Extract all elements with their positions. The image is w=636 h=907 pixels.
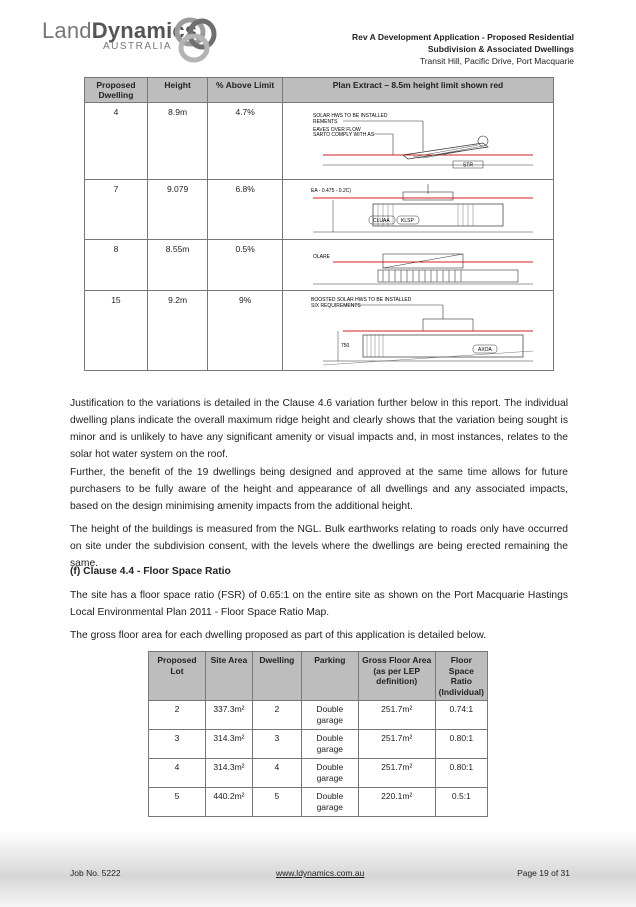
height-cell: 8.9m xyxy=(147,103,207,180)
page-header xyxy=(0,0,636,75)
parking-cell: Double garage xyxy=(301,759,358,788)
table-row xyxy=(85,103,554,180)
plan-extract-cell xyxy=(283,291,554,371)
table-row xyxy=(85,180,554,240)
dwelling-cell: 4 xyxy=(85,103,148,180)
fsr-cell: 0.74:1 xyxy=(435,701,487,730)
table-row xyxy=(149,759,488,788)
job-number: Job No. 5222 xyxy=(70,868,121,878)
document-title-block xyxy=(352,31,574,67)
site-area-cell: 314.3m² xyxy=(205,759,252,788)
table-row xyxy=(149,701,488,730)
plan-label: EA - 0.475 - 0.2C) xyxy=(311,188,352,194)
parking-cell: Double garage xyxy=(301,788,358,817)
lot-cell: 5 xyxy=(149,788,206,817)
company-logo-text: LandDynamics xyxy=(42,18,198,43)
fsr-cell: 0.80:1 xyxy=(435,730,487,759)
page-number: Page 19 of 31 xyxy=(517,868,570,878)
plan-label: REMENTS xyxy=(313,119,338,125)
column-header: Plan Extract – 8.5m height limit shown red xyxy=(283,78,554,103)
gfa-cell: 251.7m² xyxy=(358,730,435,759)
gfa-cell: 251.7m² xyxy=(358,759,435,788)
gfa-cell: 251.7m² xyxy=(358,701,435,730)
gfa-cell: 220.1m² xyxy=(358,788,435,817)
lot-cell: 4 xyxy=(149,759,206,788)
table-header-row xyxy=(85,78,554,103)
plan-extract-drawing xyxy=(283,103,553,179)
height-cell: 8.55m xyxy=(147,240,207,291)
plan-extract-drawing xyxy=(283,291,553,370)
dwelling-cell: 5 xyxy=(252,788,301,817)
company-logo-subtitle: AUSTRALIA xyxy=(103,41,173,52)
column-header: Parking xyxy=(301,652,358,701)
plan-extract-drawing xyxy=(283,180,553,239)
dwelling-cell: 15 xyxy=(85,291,148,371)
plan-label: SIX REQUIREMENTS xyxy=(311,303,361,309)
dwelling-cell: 2 xyxy=(252,701,301,730)
section-heading: (f) Clause 4.4 - Floor Space Ratio xyxy=(70,566,231,577)
site-area-cell: 440.2m² xyxy=(205,788,252,817)
dwelling-cell: 7 xyxy=(85,180,148,240)
table-row xyxy=(149,788,488,817)
plan-extract-cell xyxy=(283,180,554,240)
table-row xyxy=(85,291,554,371)
plan-label: SOLAR HWS TO BE INSTALLED xyxy=(313,113,388,119)
parking-cell: Double garage xyxy=(301,701,358,730)
column-header: Floor Space Ratio (Individual) xyxy=(435,652,487,701)
parking-cell: Double garage xyxy=(301,730,358,759)
percent-cell: 0.5% xyxy=(208,240,283,291)
doc-title-line1: Rev A Development Application - Proposed Residential xyxy=(352,32,574,42)
lot-cell: 3 xyxy=(149,730,206,759)
column-header: Gross Floor Area (as per LEP definition) xyxy=(358,652,435,701)
table-row xyxy=(149,730,488,759)
plan-label: SARTO COMPLY WITH AS xyxy=(313,132,375,138)
gfa-intro-paragraph: The gross floor area for each dwelling proposed as part of this application is detailed below. xyxy=(70,630,487,641)
floor-space-ratio-table xyxy=(148,651,488,817)
height-cell: 9.2m xyxy=(147,291,207,371)
dwelling-cell: 8 xyxy=(85,240,148,291)
plan-label: AXOA xyxy=(478,347,492,353)
benefit-paragraph: Further, the benefit of the 19 dwellings being designed and approved at the same time allows for future purchasers to be fully aware of the height and appearance of all dwellings and any associated impacts, based on the design minimising amenity impacts from the additional height. xyxy=(70,467,568,512)
fsr-cell: 0.80:1 xyxy=(435,759,487,788)
plan-label: KLSP xyxy=(401,218,414,224)
doc-title-line2: Subdivision & Associated Dwellings xyxy=(427,44,574,54)
site-area-cell: 337.3m² xyxy=(205,701,252,730)
dwelling-cell: 4 xyxy=(252,759,301,788)
site-area-cell: 314.3m² xyxy=(205,730,252,759)
height-measurement-paragraph: The height of the buildings is measured from the NGL. Bulk earthworks relating to roads only have occurred on site under the subdivision consent, with the levels where the dwellings are being erected remaining the same. xyxy=(70,524,568,569)
fsr-paragraph: The site has a floor space ratio (FSR) of 0.65:1 on the entire site as shown on the Port Macquarie Hastings Local Environmental Plan 2011 - Floor Space Ratio Map. xyxy=(70,590,568,618)
plan-label: STR xyxy=(463,162,473,169)
height-variation-table xyxy=(84,77,554,371)
plan-extract-cell xyxy=(283,240,554,291)
column-header: % Above Limit xyxy=(208,78,283,103)
plan-label: OLARE xyxy=(313,254,330,260)
column-header: Proposed Lot xyxy=(149,652,206,701)
percent-cell: 9% xyxy=(208,291,283,371)
column-header: Height xyxy=(147,78,207,103)
fsr-cell: 0.5:1 xyxy=(435,788,487,817)
height-cell: 9.079 xyxy=(147,180,207,240)
table-row xyxy=(85,240,554,291)
website-link[interactable]: www.ldynamics.com.au xyxy=(276,868,365,878)
justification-paragraph: Justification to the variations is detailed in the Clause 4.6 variation further below in this report. The individual dwelling plans indicate the overall maximum ridge height and clearly shows that the variation being sought is minor and is unlikely to have any significant amenity or visual impacts and, in most instances, relates to the solar hot water system on the roof. xyxy=(70,398,568,460)
plan-extract-cell xyxy=(283,103,554,180)
column-header: Site Area xyxy=(205,652,252,701)
plan-label: EAVES OVER FLOW xyxy=(313,127,361,133)
dwelling-cell: 3 xyxy=(252,730,301,759)
plan-label: BOOSTED SOLAR HWS TO BE INSTALLED xyxy=(311,297,412,303)
percent-cell: 6.8% xyxy=(208,180,283,240)
column-header: Dwelling xyxy=(252,652,301,701)
table-header-row xyxy=(149,652,488,701)
doc-location: Transit Hill, Pacific Drive, Port Macquarie xyxy=(419,56,574,66)
plan-label: CLUAA xyxy=(373,218,390,224)
lot-cell: 2 xyxy=(149,701,206,730)
plan-label: 750 xyxy=(341,343,350,349)
percent-cell: 4.7% xyxy=(208,103,283,180)
column-header: Proposed Dwelling xyxy=(85,78,148,103)
plan-extract-drawing xyxy=(283,240,553,290)
company-logo-icon xyxy=(170,12,222,68)
